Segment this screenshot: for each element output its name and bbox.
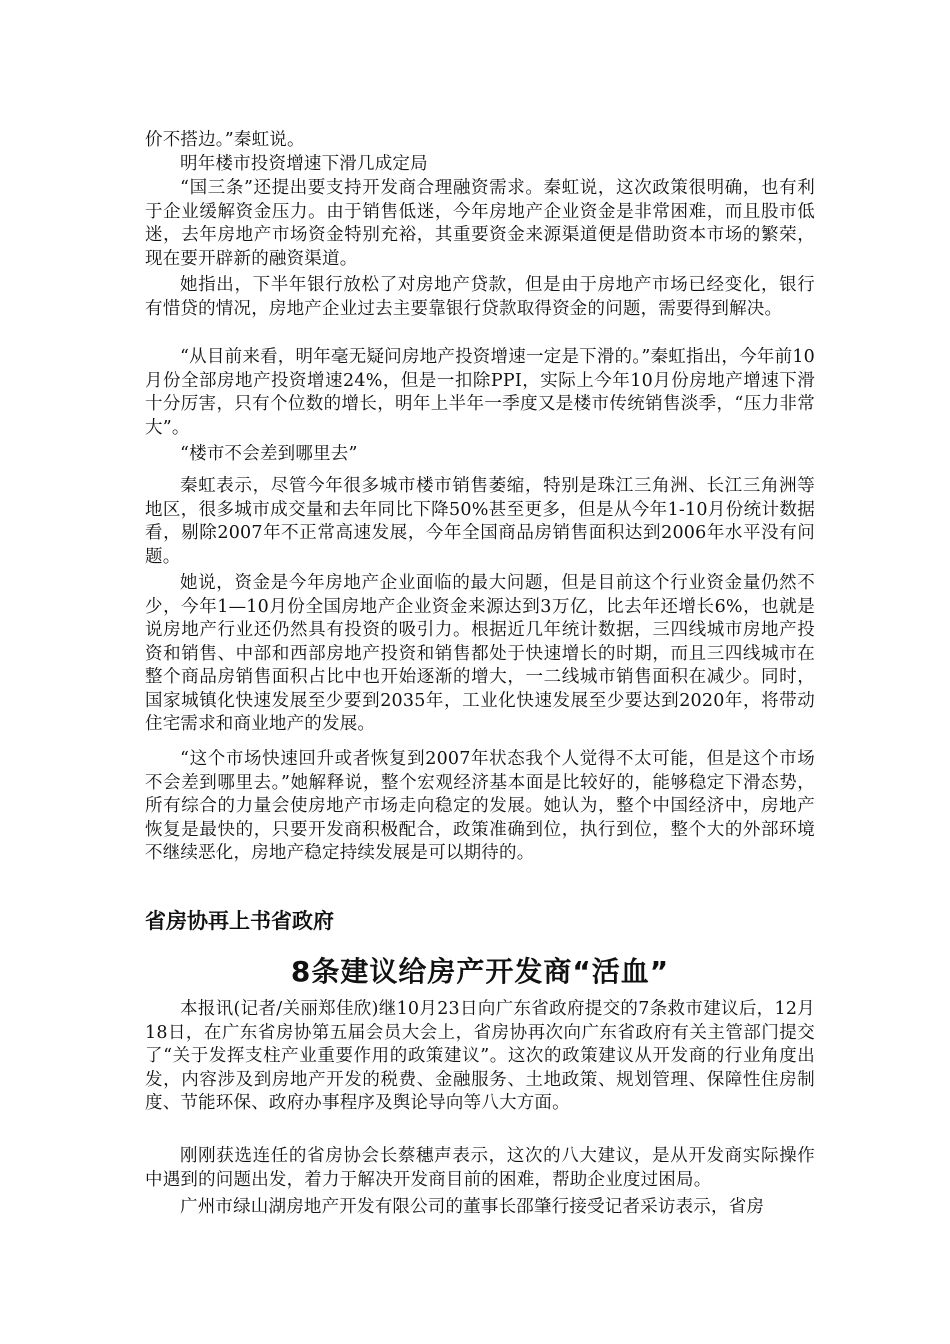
article-headline: 8条建议给房产开发商“活血” — [290, 955, 670, 988]
body-paragraph: “这个市场快速回升或者恢复到2007年状态我个人觉得不太可能，但是这个市场不会差到哪里去。”她解释说，整个宏观经济基本面是比较好的，能够稳定下滑态势，所有综合的力量会使房地产市场走向稳定的发展。她认为，整个中国经济中，房地产恢复是最快的，只要开发商积极配合，政策准确到位，执行到位，整个大的外部环境不继续恶化，房地产稳定持续发展是可以期待的。 — [145, 749, 815, 863]
paragraph-continuation: 价不搭边。”秦虹说。 — [145, 130, 305, 150]
body-paragraph: 她说，资金是今年房地产企业面临的最大问题，但是目前这个行业资金量仍然不少，今年1—10月份全国房地产企业资金来源达到3万亿，比去年还增长6%，也就是说房地产行业还仍然具有投资的吸引力。根据近几年统计数据，三四线城市房地产投资和销售、中部和西部房地产投资和销售都处于快速增长的时期，而且三四线城市在整个商品房销售面积占比中也开始逐渐的增大，一二线城市销售面积在减少。同时，国家城镇化快速发展至少要到2035年，工业化快速发展至少要达到2020年，将带动住宅需求和商业地产的发展。 — [145, 573, 815, 734]
body-paragraph: 刚刚获选连任的省房协会长蔡穗声表示，这次的八大建议，是从开发商实际操作中遇到的问题出发，着力于解决开发商目前的困难，帮助企业度过困局。 — [145, 1146, 815, 1190]
section-subheading: “楼市不会差到哪里去” — [180, 444, 358, 464]
body-paragraph: 广州市绿山湖房地产开发有限公司的董事长邵肇行接受记者采访表示，省房 — [180, 1197, 765, 1217]
section-subheading: 明年楼市投资增速下滑几成定局 — [180, 154, 428, 174]
body-paragraph: 本报讯(记者/关丽郑佳欣)继10月23日向广东省政府提交的7条救市建议后，12月18日，在广东省房协第五届会员大会上，省房协再次向广东省政府有关主管部门提交了“关于发挥支柱产业重要作用的政策建议”。这次的政策建议从开发商的行业角度出发，内容涉及到房地产开发的税费、金融服务、土地政策、规划管理、保障性住房制度、节能环保、政府办事程序及舆论导向等八大方面。 — [145, 999, 815, 1113]
body-paragraph: “国三条”还提出要支持开发商合理融资需求。秦虹说，这次政策很明确，也有利于企业缓解资金压力。由于销售低迷，今年房地产企业资金是非常困难，而且股市低迷，去年房地产市场资金特别充裕，其重要资金来源渠道便是借助资本市场的繁荣，现在要开辟新的融资渠道。 — [145, 178, 815, 269]
article-kicker: 省房协再上书省政府 — [145, 909, 334, 933]
body-paragraph: 她指出，下半年银行放松了对房地产贷款，但是由于房地产市场已经变化，银行有惜贷的情况，房地产企业过去主要靠银行贷款取得资金的问题，需要得到解决。 — [145, 275, 815, 319]
body-paragraph: 秦虹表示，尽管今年很多城市楼市销售萎缩，特别是珠江三角洲、长江三角洲等地区，很多城市成交量和去年同比下降50%甚至更多，但是从今年1-10月份统计数据看，剔除2007年不正常高速发展，今年全国商品房销售面积达到2006年水平没有问题。 — [145, 476, 815, 567]
body-paragraph: “从目前来看，明年毫无疑问房地产投资增速一定是下滑的。”秦虹指出，今年前10月份全部房地产投资增速24%，但是一扣除PPI，实际上今年10月份房地产增速下滑十分厉害，只有个位数的增长，明年上半年一季度又是楼市传统销售淡季，“压力非常大”。 — [145, 347, 815, 438]
